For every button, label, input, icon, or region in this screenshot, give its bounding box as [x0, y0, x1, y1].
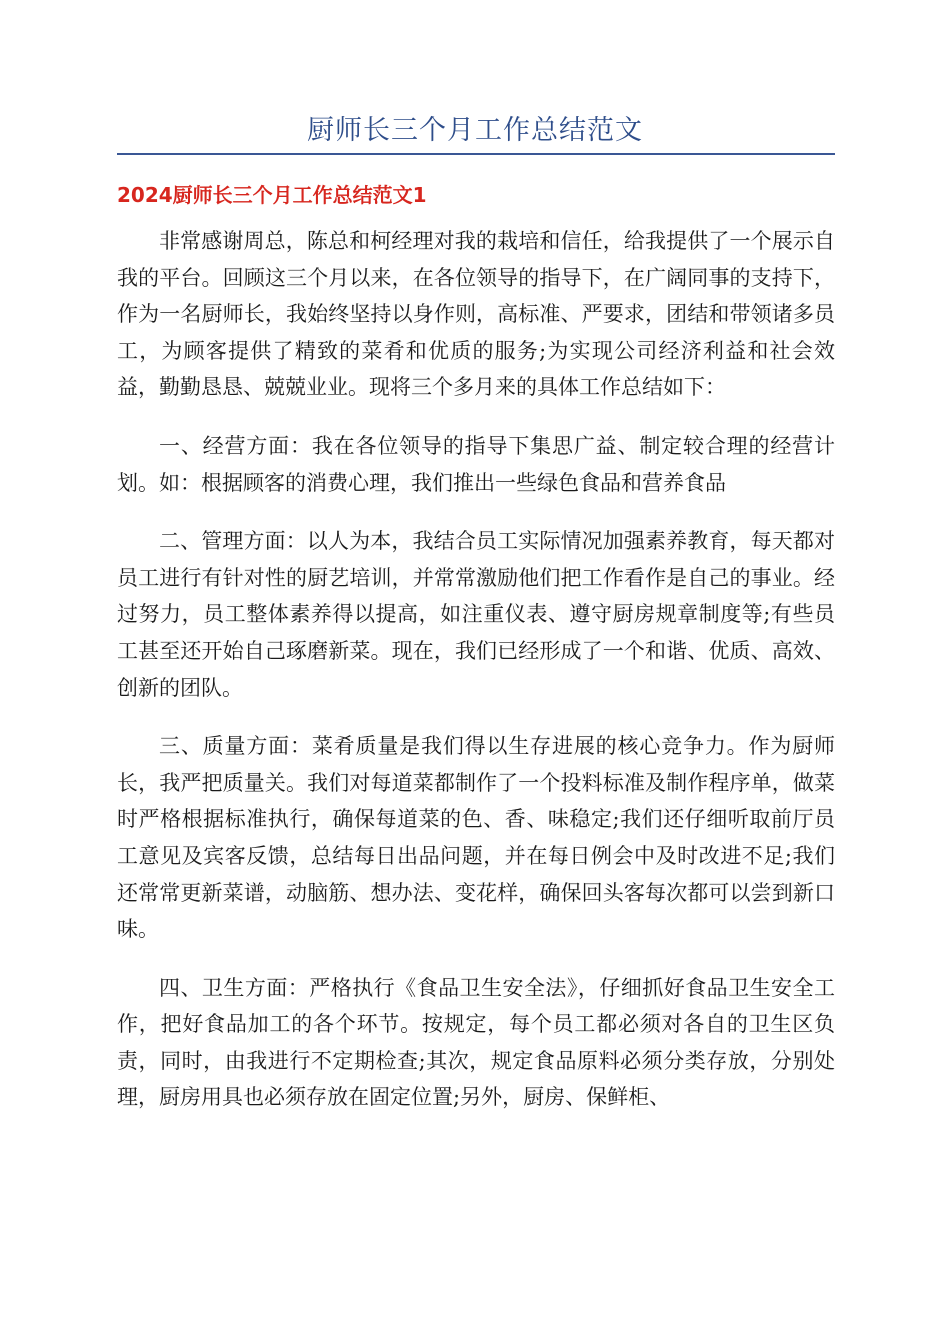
document-title: 厨师长三个月工作总结范文 — [307, 115, 643, 146]
paragraph-intro: 非常感谢周总，陈总和柯经理对我的栽培和信任，给我提供了一个展示自我的平台。回顾这三个月以来，在各位领导的指导下，在广阔同事的支持下，作为一名厨师长，我始终坚持以身作则，高标准、严要求，团结和带领诸多员工，为顾客提供了精致的菜肴和优质的服务;为实现公司经济利益和社会效益，勤勤恳恳、兢兢业业。现将三个多月来的具体工作总结如下： — [117, 229, 835, 400]
title-underline — [117, 153, 835, 155]
paragraph-quality: 三、质量方面：菜肴质量是我们得以生存进展的核心竞争力。作为厨师长，我严把质量关。我们对每道菜都制作了一个投料标准及制作程序单，做菜时严格根据标准执行，确保每道菜的色、香、味稳定;我们还仔细听取前厅员工意见及宾客反馈，总结每日出品问题，并在每日例会中及时改进不足;我们还常常更新菜谱，动脑筋、想办法、变花样，确保回头客每次都可以尝到新口味。 — [117, 734, 835, 942]
paragraph-hygiene: 四、卫生方面：严格执行《食品卫生安全法》，仔细抓好食品卫生安全工作，把好食品加工的各个环节。按规定，每个员工都必须对各自的卫生区负责，同时，由我进行不定期检查;其次，规定食品原料必须分类存放，分别处理，厨房用具也必须存放在固定位置;另外，厨房、保鲜柜、 — [117, 975, 835, 1110]
body-text — [117, 223, 835, 1138]
section-heading: 2024厨师长三个月工作总结范文1 — [117, 183, 427, 207]
paragraph-management: 二、管理方面：以人为本，我结合员工实际情况加强素养教育，每天都对员工进行有针对性的厨艺培训，并常常激励他们把工作看作是自己的事业。经过努力，员工整体素养得以提高，如注重仪表、遵守厨房规章制度等;有些员工甚至还开始自己琢磨新菜。现在，我们已经形成了一个和谐、优质、高效、创新的团队。 — [117, 529, 835, 700]
paragraph-operations: 一、经营方面：我在各位领导的指导下集思广益、制定较合理的经营计划。如：根据顾客的消费心理，我们推出一些绿色食品和营养食品 — [117, 433, 835, 495]
